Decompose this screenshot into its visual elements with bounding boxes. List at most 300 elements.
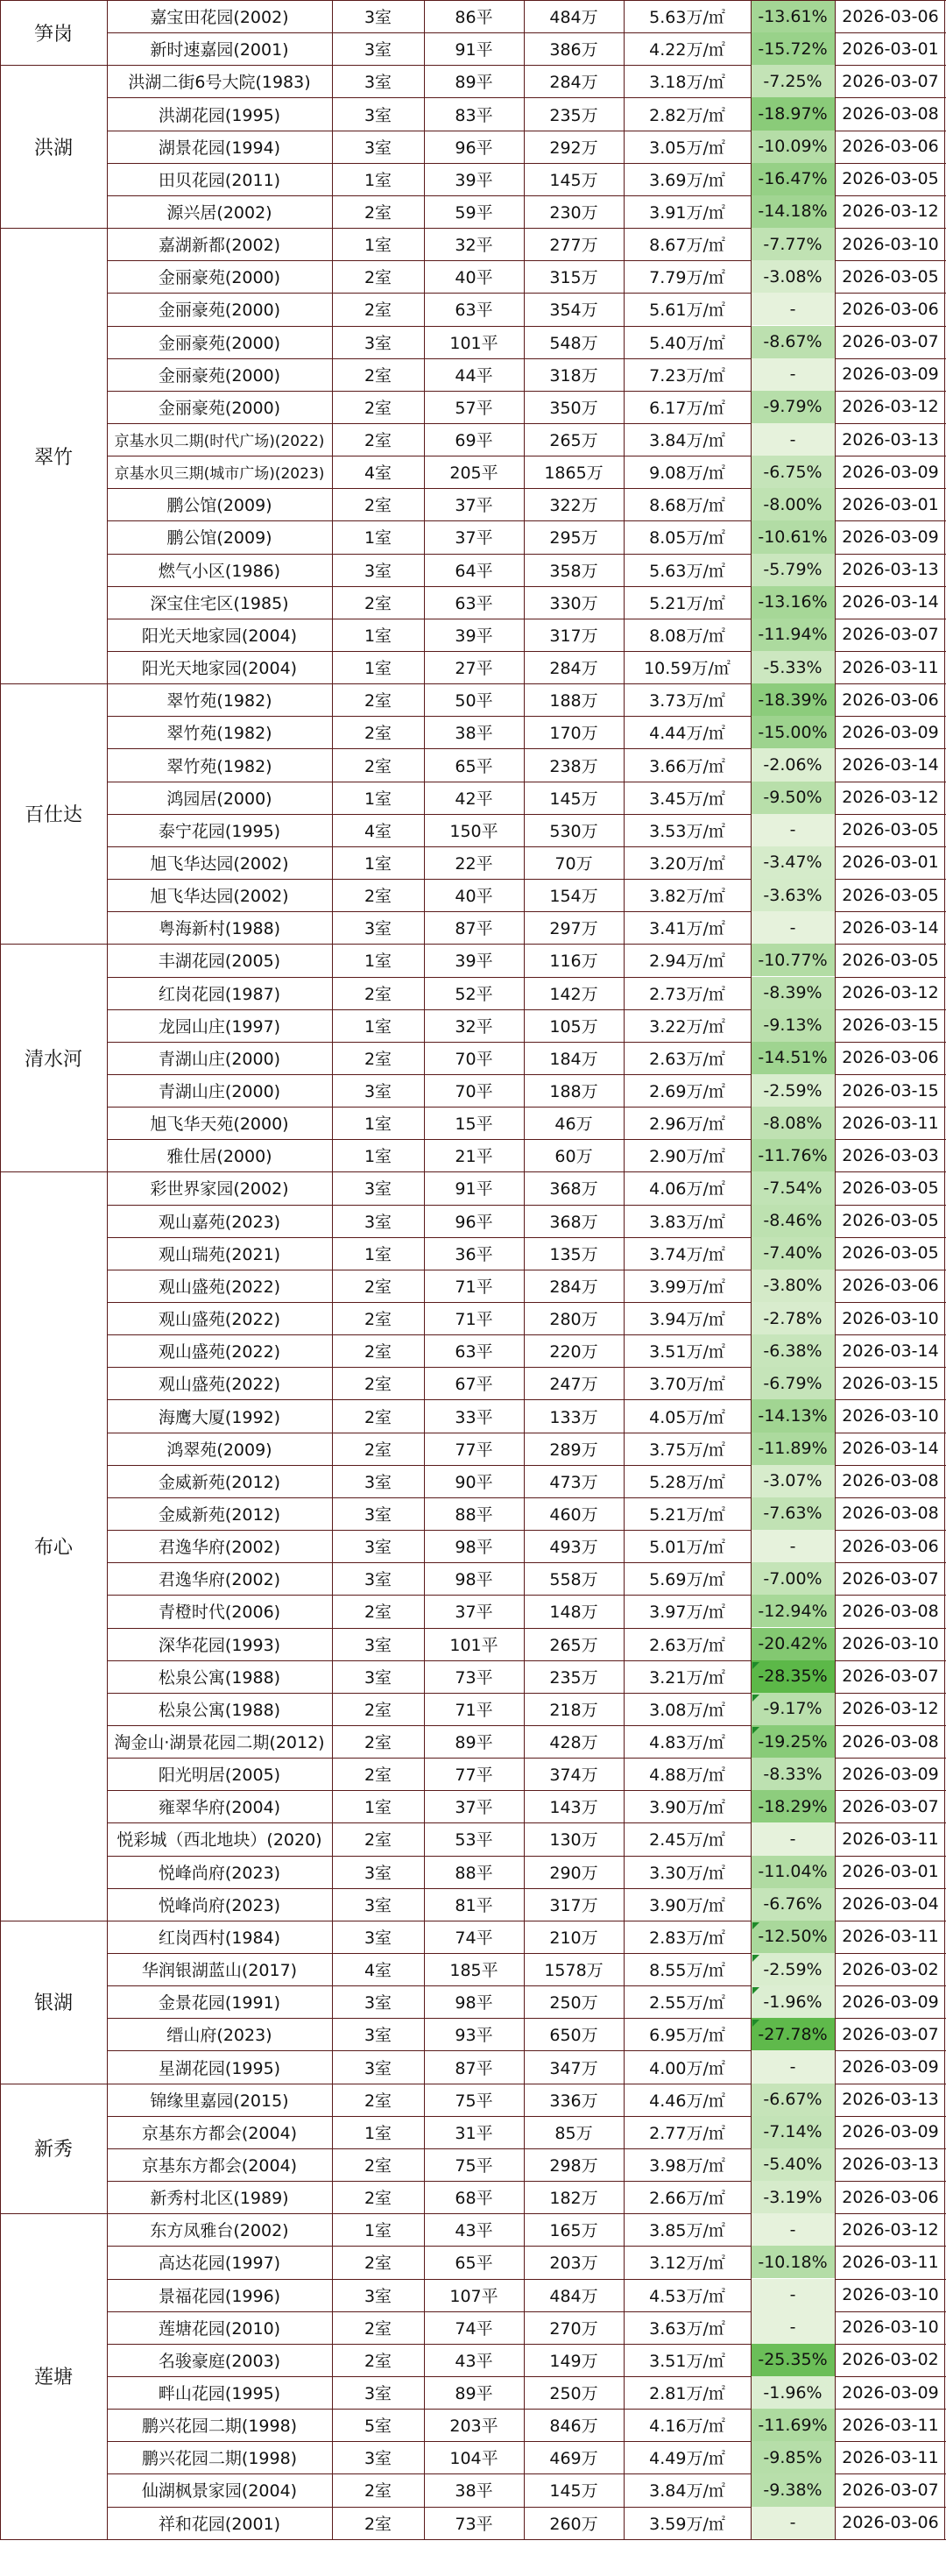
total-price: 145万 — [549, 2481, 598, 2502]
unit-price: 8.08万/㎡ — [649, 626, 725, 646]
listing-date: 2026-03-06 — [842, 1048, 939, 1068]
total-price: 315万 — [549, 268, 598, 288]
unit-price: 2.81万/㎡ — [649, 2384, 725, 2403]
floor-area: 65平 — [455, 2254, 493, 2274]
listing-date: 2026-03-12 — [842, 788, 939, 808]
unit-price: 5.63万/㎡ — [649, 8, 725, 28]
price-change: -27.78% — [751, 2018, 835, 2050]
price-change: -8.00% — [751, 488, 835, 520]
price-change: -6.76% — [751, 1888, 835, 1921]
unit-price: 2.45万/㎡ — [649, 1830, 725, 1851]
price-change: - — [751, 1530, 835, 1562]
floor-area: 70平 — [455, 1049, 493, 1069]
floor-area: 73平 — [455, 2514, 493, 2534]
column-divider — [751, 0, 752, 2539]
listing-date: 2026-03-13 — [842, 429, 939, 449]
price-change: -10.09% — [751, 131, 835, 163]
unit-price: 2.77万/㎡ — [649, 2123, 725, 2143]
room-count: 3室 — [364, 1863, 392, 1883]
unit-price: 4.05万/㎡ — [649, 1407, 725, 1427]
unit-price: 10.59万/㎡ — [644, 659, 731, 679]
room-count: 4室 — [364, 464, 392, 484]
community-name: 观山盛苑(2022) — [158, 1342, 281, 1362]
price-change: -10.77% — [751, 944, 835, 976]
listing-date: 2026-03-08 — [842, 1471, 939, 1491]
room-count: 3室 — [364, 1895, 392, 1915]
price-change: -7.14% — [751, 2116, 835, 2148]
room-count: 3室 — [364, 105, 392, 125]
listing-date: 2026-03-09 — [842, 2057, 939, 2077]
price-change: -12.50% — [751, 1921, 835, 1953]
price-change: -8.46% — [751, 1205, 835, 1237]
total-price: 284万 — [549, 659, 598, 679]
room-count: 2室 — [364, 1049, 392, 1069]
total-price: 142万 — [549, 984, 598, 1004]
price-change: - — [751, 358, 835, 391]
price-change: -7.63% — [751, 1497, 835, 1530]
community-name: 嘉湖新都(2002) — [158, 236, 281, 256]
floor-area: 38平 — [455, 724, 493, 744]
floor-area: 71平 — [455, 1310, 493, 1330]
room-count: 3室 — [364, 8, 392, 28]
floor-area: 65平 — [455, 756, 493, 776]
price-change: -2.59% — [751, 1074, 835, 1107]
community-name: 旭飞华天苑(2000) — [150, 1115, 289, 1135]
price-change: -14.13% — [751, 1399, 835, 1432]
total-price: 493万 — [549, 1538, 598, 1558]
listing-date: 2026-03-03 — [842, 1145, 939, 1165]
price-change: - — [751, 1822, 835, 1855]
community-name: 深宝住宅区(1985) — [150, 593, 289, 613]
listing-date: 2026-03-10 — [842, 1308, 939, 1328]
floor-area: 22平 — [455, 853, 493, 874]
community-name: 松泉公寓(1988) — [158, 1667, 281, 1688]
community-name: 金丽豪苑(2000) — [158, 398, 281, 418]
listing-date: 2026-03-10 — [842, 2318, 939, 2338]
listing-date: 2026-03-01 — [842, 494, 939, 514]
price-change: -8.39% — [751, 977, 835, 1009]
total-price: 105万 — [549, 1016, 598, 1037]
listing-date: 2026-03-12 — [842, 2219, 939, 2240]
floor-area: 185平 — [449, 1961, 498, 1981]
total-price: 1578万 — [544, 1961, 604, 1981]
unit-price: 4.44万/㎡ — [649, 724, 725, 744]
unit-price: 4.22万/㎡ — [649, 40, 725, 60]
total-price: 650万 — [549, 2026, 598, 2046]
floor-area: 59平 — [455, 202, 493, 223]
floor-area: 70平 — [455, 1082, 493, 1101]
total-price: 165万 — [549, 2221, 598, 2241]
unit-price: 2.55万/㎡ — [649, 1993, 725, 2013]
unit-price: 5.01万/㎡ — [649, 1538, 725, 1558]
community-name: 锦缘里嘉园(2015) — [150, 2091, 289, 2111]
floor-area: 91平 — [455, 40, 493, 60]
total-price: 188万 — [549, 1082, 598, 1101]
price-change: -7.54% — [751, 1171, 835, 1204]
floor-area: 98平 — [455, 1538, 493, 1558]
room-count: 2室 — [364, 1375, 392, 1395]
total-price: 235万 — [549, 1667, 598, 1688]
unit-price: 5.69万/㎡ — [649, 1570, 725, 1590]
total-price: 265万 — [549, 1635, 598, 1655]
listing-date: 2026-03-10 — [842, 1406, 939, 1426]
floor-area: 69平 — [455, 431, 493, 450]
total-price: 469万 — [549, 2449, 598, 2469]
floor-area: 89平 — [455, 73, 493, 93]
unit-price: 3.51万/㎡ — [649, 2351, 725, 2371]
price-change: -25.35% — [751, 2344, 835, 2376]
column-divider — [944, 0, 945, 2539]
total-price: 210万 — [549, 1928, 598, 1948]
listing-date: 2026-03-11 — [842, 1113, 939, 1133]
listing-date: 2026-03-05 — [842, 950, 939, 970]
price-change: -5.79% — [751, 554, 835, 586]
room-count: 3室 — [364, 1570, 392, 1590]
unit-price: 8.55万/㎡ — [649, 1961, 725, 1981]
floor-area: 38平 — [455, 2481, 493, 2502]
total-price: 322万 — [549, 496, 598, 516]
price-change: -13.16% — [751, 586, 835, 619]
total-price: 292万 — [549, 138, 598, 158]
unit-price: 4.06万/㎡ — [649, 1179, 725, 1200]
community-name: 悦彩城（西北地块）(2020) — [116, 1830, 322, 1851]
community-name: 缙山府(2023) — [166, 2026, 272, 2046]
floor-area: 71平 — [455, 1277, 493, 1297]
community-name: 观山盛苑(2022) — [158, 1375, 281, 1395]
room-count: 1室 — [364, 952, 392, 972]
unit-price: 4.00万/㎡ — [649, 2058, 725, 2078]
community-name: 旭飞华达园(2002) — [150, 887, 289, 907]
community-name: 阳光天地家园(2004) — [141, 626, 298, 646]
price-change: -10.61% — [751, 520, 835, 553]
unit-price: 5.21万/㎡ — [649, 1504, 725, 1525]
listing-date: 2026-03-01 — [842, 39, 939, 59]
total-price: 250万 — [549, 2384, 598, 2403]
community-name: 翠竹苑(1982) — [166, 724, 272, 744]
total-price: 148万 — [549, 1603, 598, 1623]
listing-date: 2026-03-10 — [842, 2285, 939, 2305]
column-divider — [835, 0, 836, 2539]
total-price: 46万 — [554, 1115, 593, 1135]
room-count: 3室 — [364, 1635, 392, 1655]
district-label: 翠竹 — [33, 446, 73, 469]
community-name: 新秀村北区(1989) — [150, 2189, 289, 2209]
community-name: 源兴居(2002) — [166, 202, 272, 223]
listing-date: 2026-03-13 — [842, 2155, 939, 2175]
room-count: 2室 — [364, 1440, 392, 1460]
room-count: 1室 — [364, 659, 392, 679]
total-price: 295万 — [549, 528, 598, 548]
column-divider — [0, 0, 1, 2539]
community-name: 名骏豪庭(2003) — [158, 2351, 281, 2371]
unit-price: 2.66万/㎡ — [649, 2189, 725, 2209]
unit-price: 3.98万/㎡ — [649, 2155, 725, 2176]
unit-price: 3.18万/㎡ — [649, 73, 725, 93]
floor-area: 40平 — [455, 887, 493, 907]
total-price: 428万 — [549, 1733, 598, 1752]
room-count: 3室 — [364, 2286, 392, 2306]
listing-date: 2026-03-09 — [842, 364, 939, 385]
price-change: -12.94% — [751, 1595, 835, 1627]
room-count: 1室 — [364, 2123, 392, 2143]
room-count: 1室 — [364, 789, 392, 809]
floor-area: 39平 — [455, 170, 493, 190]
unit-price: 8.67万/㎡ — [649, 236, 725, 256]
unit-price: 2.90万/㎡ — [649, 1147, 725, 1167]
unit-price: 5.28万/㎡ — [649, 1472, 725, 1492]
community-name: 阳光明居(2005) — [158, 1766, 281, 1786]
room-count: 4室 — [364, 1961, 392, 1981]
listing-date: 2026-03-12 — [842, 983, 939, 1003]
community-name: 泰宁花园(1995) — [158, 821, 281, 841]
column-divider — [624, 0, 625, 2539]
unit-price: 3.90万/㎡ — [649, 1798, 725, 1818]
floor-area: 98平 — [455, 1570, 493, 1590]
community-name: 鹏公馆(2009) — [166, 528, 272, 548]
unit-price: 3.94万/㎡ — [649, 1310, 725, 1330]
unit-price: 2.94万/㎡ — [649, 952, 725, 972]
total-price: 188万 — [549, 691, 598, 711]
floor-area: 87平 — [455, 919, 493, 939]
listing-date: 2026-03-06 — [842, 6, 939, 26]
district-label: 新秀 — [33, 2139, 73, 2162]
listing-date: 2026-03-14 — [842, 755, 939, 775]
floor-area: 37平 — [455, 1603, 493, 1623]
listing-date: 2026-03-02 — [842, 1959, 939, 1979]
total-price: 354万 — [549, 301, 598, 321]
community-name: 莲塘花园(2010) — [158, 2318, 281, 2339]
total-price: 336万 — [549, 2091, 598, 2111]
community-name: 松泉公寓(1988) — [158, 1700, 281, 1720]
room-count: 2室 — [364, 398, 392, 418]
community-name: 青湖山庄(2000) — [158, 1082, 281, 1101]
floor-area: 98平 — [455, 1993, 493, 2013]
flag-marker-icon — [752, 1727, 759, 1734]
floor-area: 52平 — [455, 984, 493, 1004]
unit-price: 3.41万/㎡ — [649, 919, 725, 939]
unit-price: 5.61万/㎡ — [649, 301, 725, 321]
community-name: 观山盛苑(2022) — [158, 1310, 281, 1330]
total-price: 284万 — [549, 1277, 598, 1297]
listing-date: 2026-03-14 — [842, 1341, 939, 1361]
price-change: -16.47% — [751, 163, 835, 195]
room-count: 3室 — [364, 919, 392, 939]
unit-price: 4.49万/㎡ — [649, 2449, 725, 2469]
community-name: 观山盛苑(2022) — [158, 1277, 281, 1297]
unit-price: 2.83万/㎡ — [649, 1928, 725, 1948]
unit-price: 5.40万/㎡ — [649, 333, 725, 353]
room-count: 5室 — [364, 2417, 392, 2437]
total-price: 298万 — [549, 2155, 598, 2176]
room-count: 3室 — [364, 73, 392, 93]
price-change: -11.04% — [751, 1856, 835, 1888]
room-count: 3室 — [364, 2058, 392, 2078]
room-count: 1室 — [364, 1798, 392, 1818]
floor-area: 67平 — [455, 1375, 493, 1395]
total-price: 145万 — [549, 789, 598, 809]
price-change: -8.08% — [751, 1107, 835, 1139]
listing-date: 2026-03-07 — [842, 332, 939, 352]
listing-date: 2026-03-14 — [842, 1439, 939, 1459]
price-change: -14.18% — [751, 195, 835, 228]
price-change: - — [751, 423, 835, 456]
room-count: 2室 — [364, 268, 392, 288]
listing-date: 2026-03-09 — [842, 527, 939, 547]
floor-area: 75平 — [455, 2155, 493, 2176]
listing-date: 2026-03-12 — [842, 1699, 939, 1719]
unit-price: 3.59万/㎡ — [649, 2514, 725, 2534]
room-count: 2室 — [364, 2155, 392, 2176]
price-change: -7.40% — [751, 1237, 835, 1270]
community-name: 雅仕居(2000) — [166, 1147, 272, 1167]
unit-price: 3.30万/㎡ — [649, 1863, 725, 1883]
listing-date: 2026-03-09 — [842, 1764, 939, 1784]
listing-date: 2026-03-05 — [842, 1178, 939, 1198]
price-change: -28.35% — [751, 1660, 835, 1693]
total-price: 530万 — [549, 821, 598, 841]
community-name: 鹏公馆(2009) — [166, 496, 272, 516]
room-count: 2室 — [364, 984, 392, 1004]
listing-date: 2026-03-07 — [842, 1667, 939, 1687]
room-count: 3室 — [364, 1212, 392, 1232]
total-price: 484万 — [549, 8, 598, 28]
room-count: 3室 — [364, 1179, 392, 1200]
unit-price: 5.63万/㎡ — [649, 561, 725, 581]
price-change: -11.76% — [751, 1139, 835, 1171]
flag-marker-icon — [752, 1662, 759, 1669]
room-count: 3室 — [364, 561, 392, 581]
price-change: -9.50% — [751, 782, 835, 814]
listing-date: 2026-03-08 — [842, 1504, 939, 1524]
unit-price: 6.95万/㎡ — [649, 2026, 725, 2046]
district-label: 洪湖 — [33, 137, 73, 159]
room-count: 2室 — [364, 691, 392, 711]
total-price: 238万 — [549, 756, 598, 776]
community-name: 湖景花园(1994) — [158, 138, 281, 158]
listing-date: 2026-03-06 — [842, 1536, 939, 1556]
room-count: 1室 — [364, 1244, 392, 1264]
room-count: 1室 — [364, 2221, 392, 2241]
community-name: 君逸华府(2002) — [158, 1538, 281, 1558]
listing-date: 2026-03-05 — [842, 169, 939, 189]
floor-area: 39平 — [455, 626, 493, 646]
price-change: -5.33% — [751, 651, 835, 683]
price-change: -5.40% — [751, 2148, 835, 2181]
district-label: 清水河 — [24, 1048, 82, 1071]
listing-date: 2026-03-11 — [842, 657, 939, 677]
listing-date: 2026-03-04 — [842, 1894, 939, 1914]
room-count: 3室 — [364, 1504, 392, 1525]
floor-area: 89平 — [455, 1733, 493, 1752]
unit-price: 4.88万/㎡ — [649, 1766, 725, 1786]
price-change: -14.51% — [751, 1042, 835, 1074]
floor-area: 43平 — [455, 2221, 493, 2241]
community-name: 红岗西村(1984) — [158, 1928, 281, 1948]
listing-date: 2026-03-11 — [842, 2447, 939, 2467]
floor-area: 86平 — [455, 8, 493, 28]
price-change: -6.75% — [751, 456, 835, 488]
floor-area: 203平 — [449, 2417, 498, 2437]
community-name: 新时速嘉园(2001) — [150, 40, 289, 60]
community-name: 悦峰尚府(2023) — [158, 1863, 281, 1883]
table-top-border — [0, 0, 946, 1]
floor-area: 63平 — [455, 301, 493, 321]
price-change: -18.39% — [751, 683, 835, 716]
price-change: -3.47% — [751, 846, 835, 879]
price-change: -3.80% — [751, 1270, 835, 1302]
group-divider — [0, 2539, 946, 2540]
room-count: 2室 — [364, 1700, 392, 1720]
listing-date: 2026-03-07 — [842, 1568, 939, 1589]
room-count: 3室 — [364, 138, 392, 158]
price-change: -1.96% — [751, 1985, 835, 2018]
district-label: 银湖 — [33, 1992, 73, 2015]
listing-date: 2026-03-01 — [842, 1862, 939, 1882]
total-price: 85万 — [554, 2123, 593, 2143]
price-change: -18.29% — [751, 1790, 835, 1822]
total-price: 184万 — [549, 1049, 598, 1069]
floor-area: 74平 — [455, 2318, 493, 2339]
listing-date: 2026-03-06 — [842, 2513, 939, 2533]
total-price: 145万 — [549, 170, 598, 190]
room-count: 1室 — [364, 1147, 392, 1167]
community-name: 红岗花园(1987) — [158, 984, 281, 1004]
listing-date: 2026-03-05 — [842, 820, 939, 840]
community-name: 金威新苑(2012) — [158, 1472, 281, 1492]
total-price: 280万 — [549, 1310, 598, 1330]
total-price: 318万 — [549, 365, 598, 386]
floor-area: 104平 — [449, 2449, 498, 2469]
floor-area: 63平 — [455, 1342, 493, 1362]
community-name: 翠竹苑(1982) — [166, 756, 272, 776]
floor-area: 89平 — [455, 2384, 493, 2403]
total-price: 290万 — [549, 1863, 598, 1883]
price-change: - — [751, 2311, 835, 2344]
listing-date: 2026-03-05 — [842, 1243, 939, 1263]
total-price: 548万 — [549, 333, 598, 353]
price-change: -3.07% — [751, 1465, 835, 1497]
room-count: 2室 — [364, 1830, 392, 1851]
listing-date: 2026-03-06 — [842, 2187, 939, 2207]
room-count: 3室 — [364, 1538, 392, 1558]
price-change: -20.42% — [751, 1628, 835, 1660]
community-name: 金丽豪苑(2000) — [158, 268, 281, 288]
total-price: 484万 — [549, 2286, 598, 2306]
total-price: 277万 — [549, 236, 598, 256]
district-label: 布心 — [33, 1537, 73, 1560]
price-change: -11.89% — [751, 1433, 835, 1465]
community-name: 祥和花园(2001) — [158, 2514, 281, 2534]
total-price: 317万 — [549, 1895, 598, 1915]
room-count: 3室 — [364, 1082, 392, 1101]
community-name: 翠竹苑(1982) — [166, 691, 272, 711]
floor-area: 81平 — [455, 1895, 493, 1915]
total-price: 473万 — [549, 1472, 598, 1492]
total-price: 284万 — [549, 73, 598, 93]
unit-price: 2.73万/㎡ — [649, 984, 725, 1004]
price-change: -1.96% — [751, 2376, 835, 2409]
listing-date: 2026-03-09 — [842, 2122, 939, 2142]
room-count: 2室 — [364, 431, 392, 450]
price-change: - — [751, 2279, 835, 2311]
total-price: 289万 — [549, 1440, 598, 1460]
community-name: 京基东方都会(2004) — [141, 2155, 298, 2176]
listing-date: 2026-03-12 — [842, 202, 939, 222]
listing-date: 2026-03-10 — [842, 1634, 939, 1654]
unit-price: 3.97万/㎡ — [649, 1603, 725, 1623]
unit-price: 2.63万/㎡ — [649, 1635, 725, 1655]
price-change: -3.19% — [751, 2181, 835, 2213]
